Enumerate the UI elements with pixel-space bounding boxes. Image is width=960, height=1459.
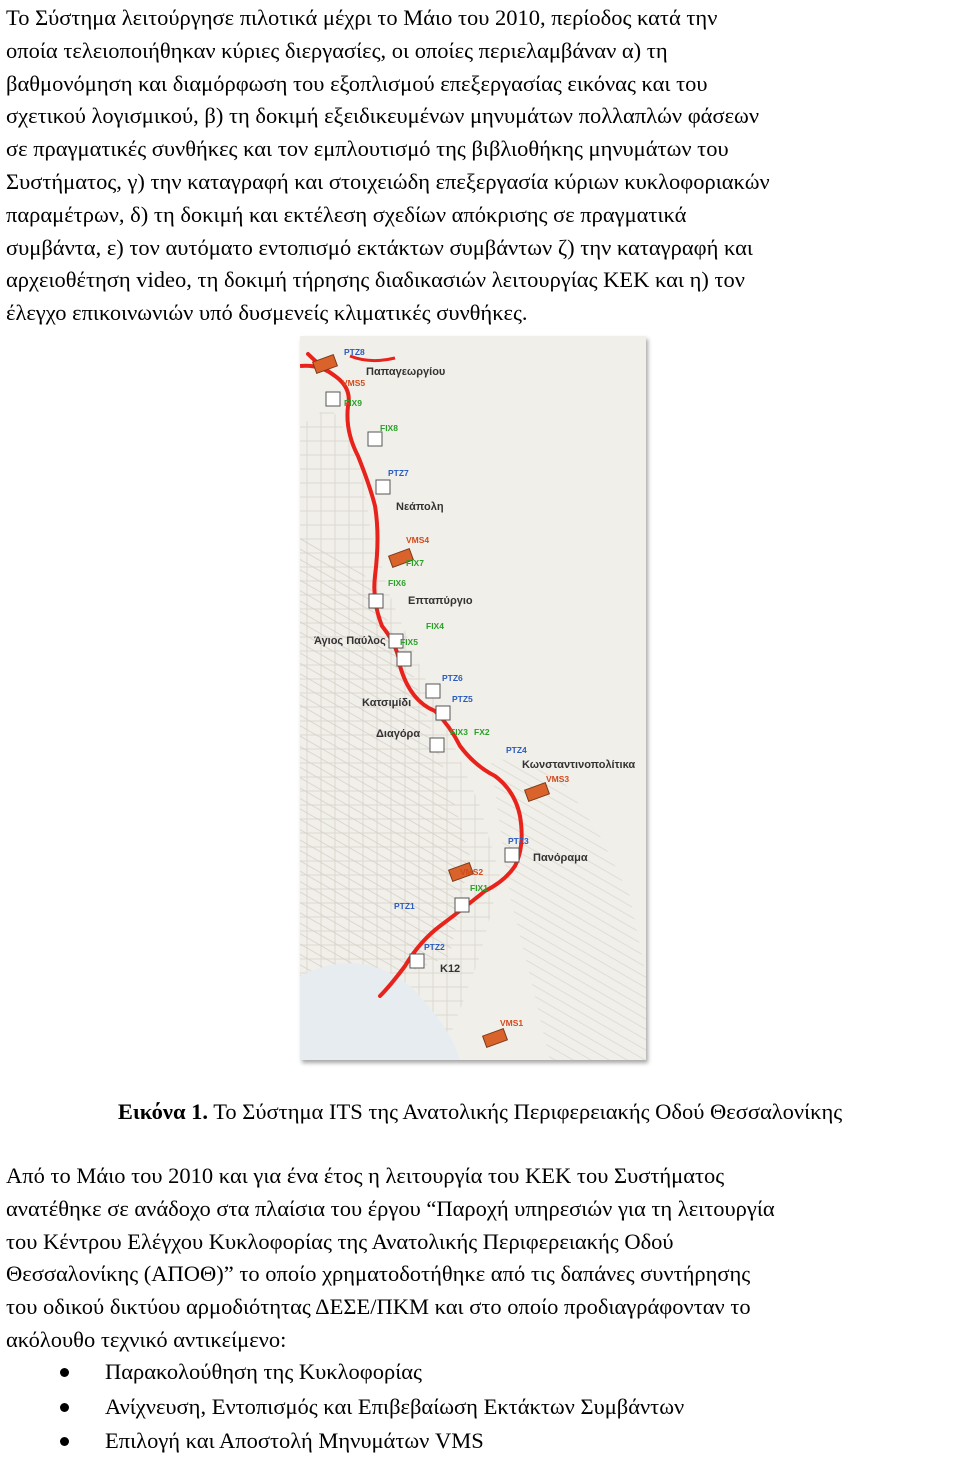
map-svg bbox=[300, 336, 646, 1060]
place-label: Πανόραμα bbox=[533, 852, 588, 864]
body-line: Θεσσαλονίκης (ΑΠΟΘ)” το οποίο χρηματοδοτήθηκε από τις δαπάνες συντήρησης bbox=[6, 1261, 751, 1287]
intro-line: συμβάντα, ε) τον αυτόματο εντοπισμό εκτάκτων συμβάντων ζ) την καταγραφή και bbox=[6, 234, 753, 260]
device-label: VMS2 bbox=[460, 867, 484, 877]
device-label: PTZ7 bbox=[388, 468, 409, 478]
body-paragraph bbox=[6, 1160, 956, 1357]
camera-icon bbox=[430, 738, 444, 752]
device-label: FIX9 bbox=[344, 398, 362, 408]
list-item-text: Ανίχνευση, Εντοπισμός και Επιβεβαίωση Εκτάκτων Συμβάντων bbox=[105, 1393, 685, 1419]
place-label: Παπαγεωργίου bbox=[366, 366, 446, 378]
body-line: του οδικού δικτύου αρμοδιότητας ΔΕΣΕ/ΠΚΜ και στο οποίο προδιαγράφονταν το bbox=[6, 1294, 751, 1320]
camera-icon bbox=[455, 898, 469, 912]
intro-line: Το Σύστημα λειτούργησε πιλοτικά μέχρι το Μάιο του 2010, περίοδος κατά την bbox=[6, 5, 718, 30]
place-label: Κωνσταντινοπολίτικα bbox=[522, 759, 636, 771]
camera-icon bbox=[397, 652, 411, 666]
device-label: FIX5 bbox=[400, 637, 418, 647]
camera-icon bbox=[505, 848, 519, 862]
intro-line: Συστήματος, γ) την καταγραφή και στοιχειώδη επεξεργασία κύριων κυκλοφοριακών bbox=[6, 168, 770, 194]
body-line: ακόλουθο τεχνικό αντικείμενο: bbox=[6, 1326, 287, 1352]
list-item bbox=[0, 1390, 960, 1425]
device-label: VMS1 bbox=[500, 1018, 524, 1028]
camera-icon bbox=[369, 594, 383, 608]
objectives-list bbox=[0, 1355, 960, 1459]
device-label: FIX4 bbox=[426, 621, 444, 631]
place-label: Κ12 bbox=[440, 963, 461, 975]
intro-line: βαθμονόμηση και διαμόρφωση του εξοπλισμού επεξεργασίας εικόνας και του bbox=[6, 70, 708, 96]
place-label: Διαγόρα bbox=[376, 728, 421, 740]
device-label: VMS4 bbox=[406, 535, 430, 545]
device-label: FIX7 bbox=[406, 558, 424, 568]
device-label: PTZ1 bbox=[394, 901, 415, 911]
camera-icon bbox=[436, 706, 450, 720]
device-label: FX2 bbox=[474, 727, 490, 737]
device-label: FIX6 bbox=[388, 578, 406, 588]
device-label: PTZ5 bbox=[452, 694, 473, 704]
intro-paragraph bbox=[6, 2, 956, 330]
intro-line: σε πραγματικές συνθήκες και τον εμπλουτισμό της βιβλιοθήκης μηνυμάτων του bbox=[6, 136, 729, 162]
device-label: FIX8 bbox=[380, 423, 398, 433]
intro-line: σχετικού λογισμικού, β) τη δοκιμή εξειδικευμένων μηνυμάτων πολλαπλών φάσεων bbox=[6, 103, 760, 129]
body-line: Από το Μάιο του 2010 και για ένα έτος η λειτουργία του ΚΕΚ του Συστήματος bbox=[6, 1163, 725, 1188]
list-item-text: Επιλογή και Αποστολή Μηνυμάτων VMS bbox=[105, 1428, 484, 1453]
body-line: ανατέθηκε σε ανάδοχο στα πλαίσια του έργου “Παροχή υπηρεσιών για τη λειτουργία bbox=[6, 1195, 775, 1221]
device-label: PTZ4 bbox=[506, 745, 527, 755]
device-label: VMS3 bbox=[546, 774, 570, 784]
device-label: PTZ3 bbox=[508, 836, 529, 846]
figure-caption bbox=[0, 1096, 960, 1128]
intro-line: οποία τελειοποιήθηκαν κύριες διεργασίες, οι οποίες περιελαμβάναν α) τη bbox=[6, 37, 668, 63]
device-label: VMS5 bbox=[342, 378, 366, 388]
camera-icon bbox=[426, 684, 440, 698]
intro-line: παραμέτρων, δ) τη δοκιμή και εκτέλεση σχεδίων απόκρισης σε πραγματικά bbox=[6, 201, 687, 227]
list-item-text: Παρακολούθηση της Κυκλοφορίας bbox=[105, 1359, 422, 1384]
place-label: Άγιος Παύλος bbox=[314, 635, 386, 647]
list-item bbox=[0, 1424, 960, 1459]
camera-icon bbox=[410, 954, 424, 968]
place-label: Κατσιμίδι bbox=[362, 697, 412, 709]
camera-icon bbox=[368, 432, 382, 446]
figure-caption-label: Εικόνα 1. bbox=[117, 1099, 209, 1124]
body-line: του Κέντρου Ελέγχου Κυκλοφορίας της Ανατολικής Περιφερειακής Οδού bbox=[6, 1228, 674, 1254]
place-label: Νεάπολη bbox=[396, 501, 444, 513]
place-label: Επταπύργιο bbox=[408, 595, 473, 607]
camera-icon bbox=[326, 392, 340, 406]
figure-caption-text: Το Σύστημα ITS της Ανατολικής Περιφερειακής Οδού Θεσσαλονίκης bbox=[208, 1099, 843, 1124]
intro-line: αρχειοθέτηση video, τη δοκιμή τήρησης διαδικασιών λειτουργίας ΚΕΚ και η) τον bbox=[6, 267, 745, 293]
bullet-icon bbox=[60, 1368, 69, 1377]
device-label: FIX1 bbox=[470, 883, 488, 893]
list-item bbox=[0, 1355, 960, 1390]
device-label: PTZ6 bbox=[442, 673, 463, 683]
camera-icon bbox=[376, 480, 390, 494]
bullet-icon bbox=[60, 1437, 69, 1446]
bullet-icon bbox=[60, 1403, 69, 1412]
intro-line: έλεγχο επικοινωνιών υπό δυσμενείς κλιματικές συνθήκες. bbox=[6, 300, 528, 326]
its-route-map bbox=[300, 336, 646, 1060]
device-label: PTZ8 bbox=[344, 347, 365, 357]
device-label: PTZ2 bbox=[424, 942, 445, 952]
device-label: FIX3 bbox=[450, 727, 468, 737]
